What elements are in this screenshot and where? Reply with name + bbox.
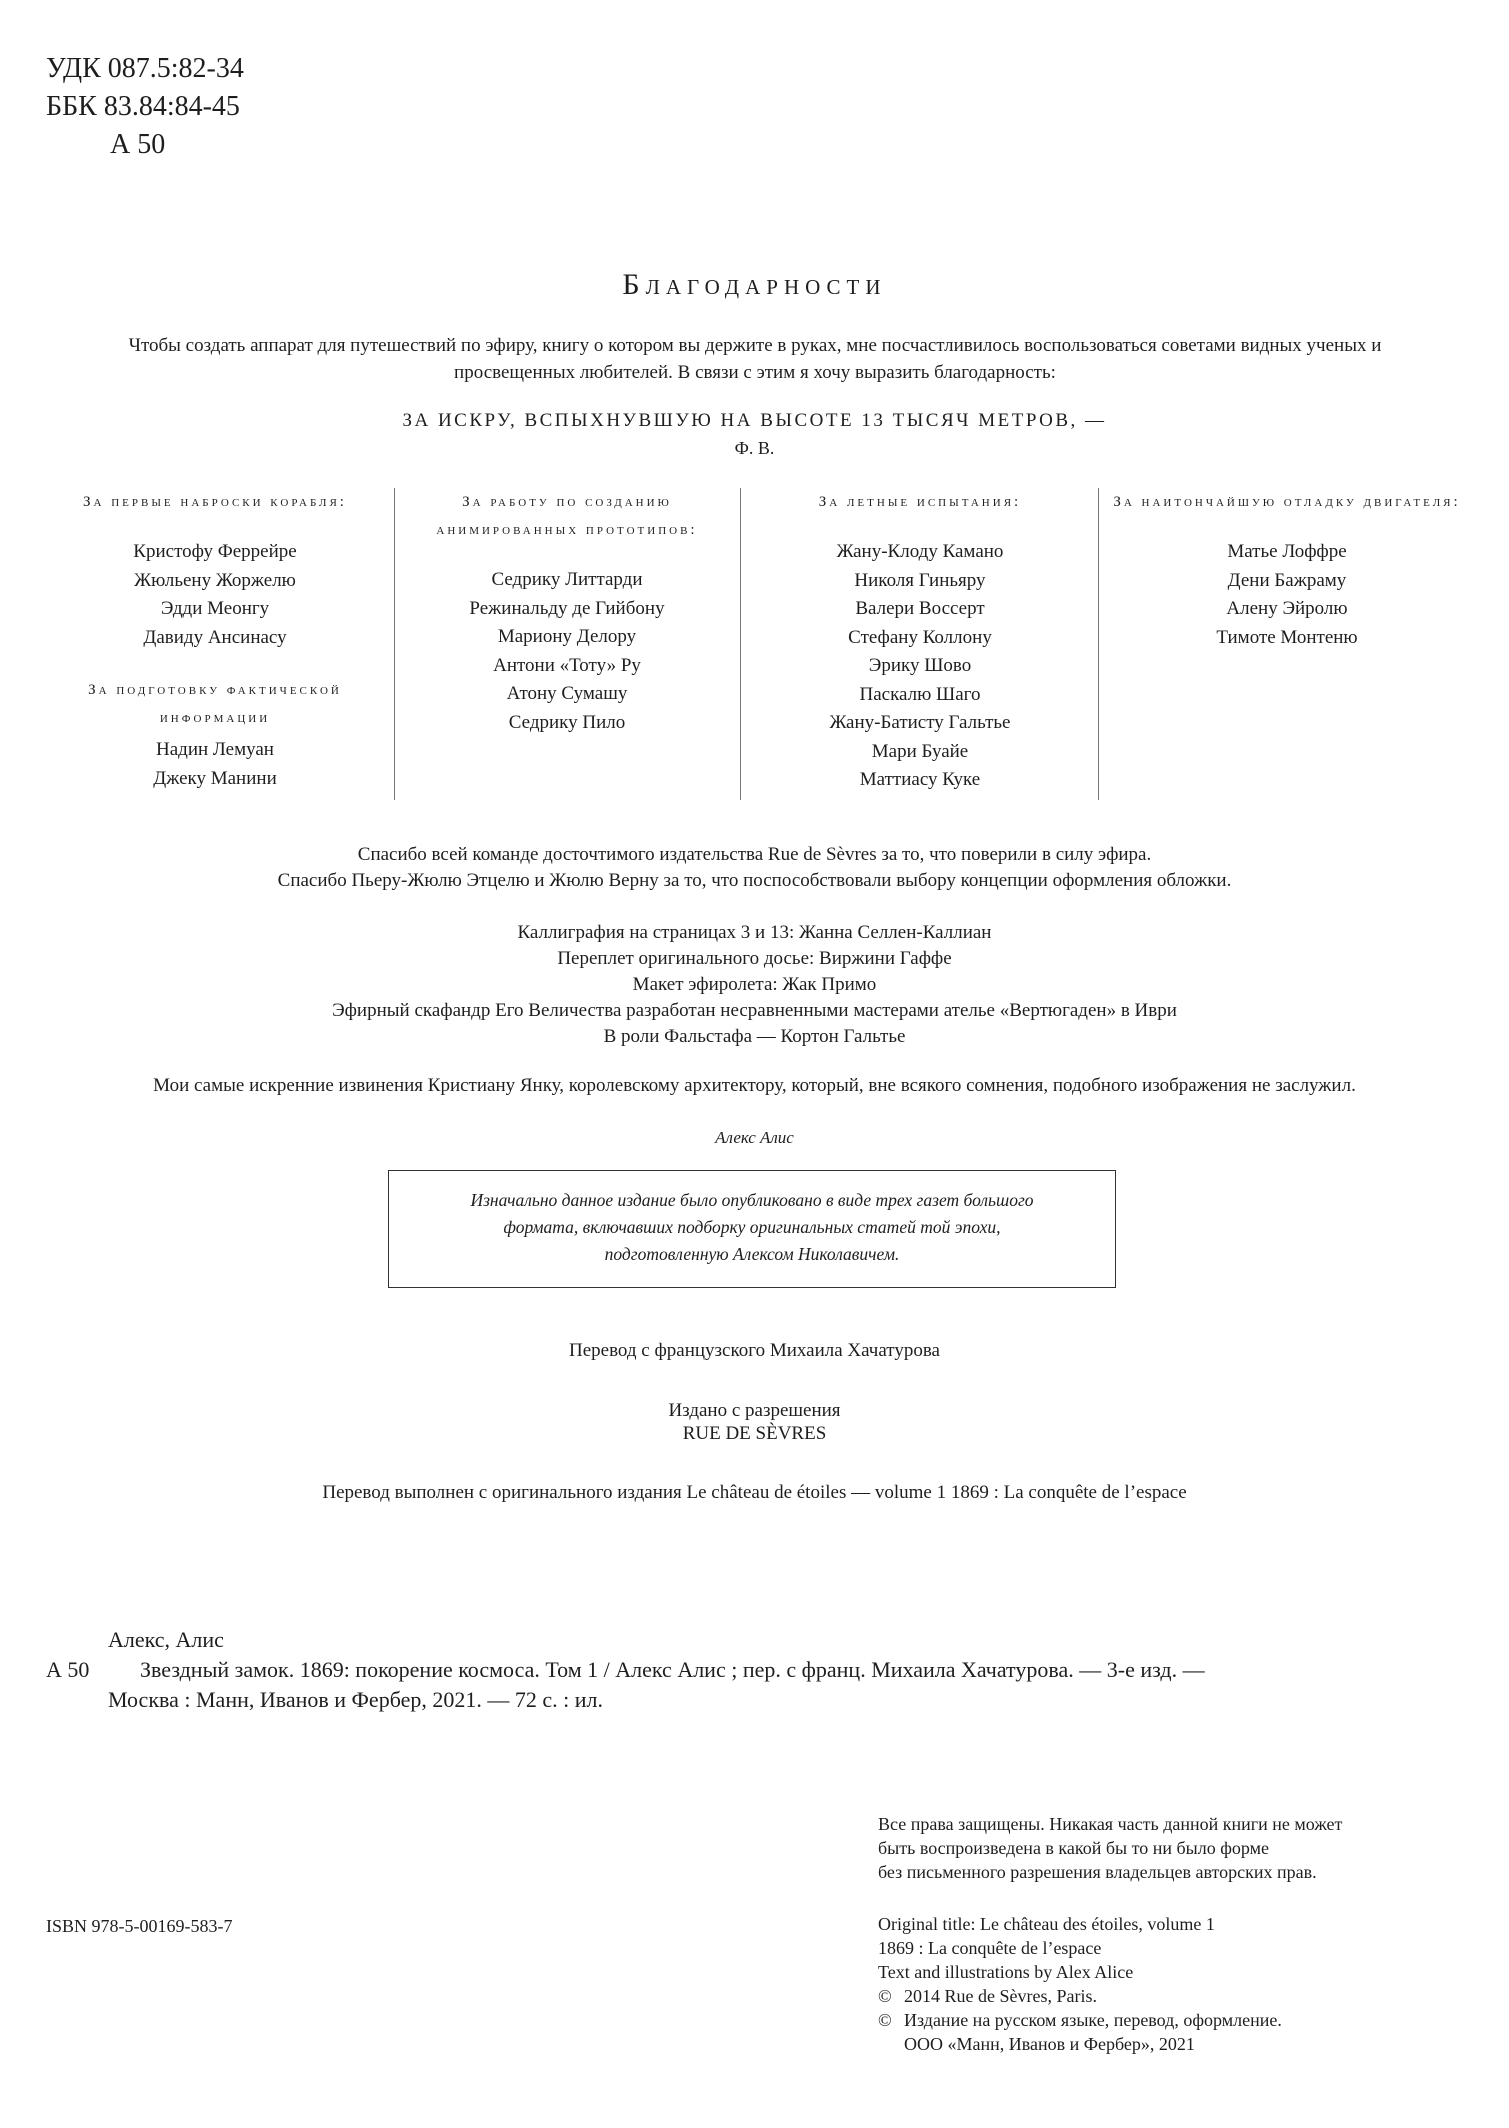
edition-note-box: [388, 1170, 1116, 1288]
original-info: [878, 1912, 1478, 2056]
column-divider: [740, 488, 741, 800]
credit-name: Мариону Делору: [497, 626, 637, 647]
credit-name: Николя Гиньяру: [854, 569, 986, 591]
permission-line: Издано с разрешения: [668, 1400, 841, 1421]
credit-name: Жану-Батисту Гальтье: [829, 712, 1011, 733]
dedication: ЗА ИСКРУ, ВСПЫХНУВШУЮ НА ВЫСОТЕ 13 ТЫСЯЧ МЕТРОВ, —: [402, 410, 1107, 431]
credit-name: Стефану Коллону: [848, 626, 992, 648]
thanks-line: Спасибо Пьеру-Жюлю Этцелю и Жюлю Верну за то, что поспособствовали выбору концепции оформления обложки.: [277, 870, 1232, 891]
credit-name: Атону Сумашу: [506, 683, 628, 704]
bbk-code: ББК 83.84:84-45: [46, 91, 240, 122]
credits-column-prototypes: [408, 488, 726, 737]
credits-column-ship-sketches: [50, 488, 380, 793]
column-heading: За первые наброски корабля:: [83, 494, 347, 510]
bib-author: Алекс, Алис: [108, 1627, 224, 1652]
isbn: ISBN 978-5-00169-583-7: [46, 1916, 233, 1936]
author-signature: Алекс Алис: [715, 1128, 794, 1147]
credit-name: Матье Лоффре: [1227, 541, 1347, 562]
note-line: Изначально данное издание было опубликовано в виде трех газет большого: [470, 1190, 1034, 1210]
acknowledgements-title: Благодарности: [622, 268, 887, 301]
credit-name: Мари Буайе: [871, 740, 969, 762]
credit-line: Эфирный скафандр Его Величества разработан несравненными мастерами ателье «Вертюгаден» в Иври: [332, 1000, 1177, 1021]
original-subtitle: 1869 : La conquête de l’espace: [878, 1938, 1102, 1958]
bib-code: А 50: [46, 1657, 90, 1682]
column-heading: За наитончайшую отладку двигателя:: [1113, 494, 1461, 510]
bib-publication: Москва : Манн, Иванов и Фербер, 2021. — 72 с. : ил.: [108, 1687, 603, 1712]
credit-line: Каллиграфия на страницах 3 и 13: Жанна Селлен-Каллиан: [517, 922, 992, 943]
credit-name: Антони «Тоту» Ру: [493, 654, 641, 676]
column-divider: [1098, 488, 1099, 800]
column-heading: За летные испытания:: [818, 494, 1022, 510]
credits-column-engine: [1112, 488, 1462, 652]
credit-name: Жану-Клоду Камано: [836, 541, 1004, 562]
credit-name: Давиду Ансинасу: [143, 626, 287, 648]
column-heading: За работу по созданию анимированных прототипов:: [436, 494, 698, 538]
library-codes: [46, 50, 244, 164]
udk-code: УДК 087.5:82-34: [46, 53, 244, 84]
credit-name: Эдди Меонгу: [160, 598, 270, 619]
rights-notice: [878, 1812, 1478, 1884]
credit-name: Валери Воссерт: [855, 598, 985, 619]
credit-name: Кристофу Феррейре: [133, 541, 297, 562]
credit-line: В роли Фальстафа — Кортон Гальтье: [603, 1026, 906, 1047]
translation-credit: Перевод с французского Михаила Хачатурова: [568, 1340, 940, 1361]
bib-description: Звездный замок. 1869: покорение космоса. Том 1 / Алекс Алис ; пер. с франц. Михаила Хачатурова. — 3-е изд. —: [140, 1657, 1205, 1682]
credit-name: Алену Эйролю: [1226, 598, 1348, 619]
dedication-initials: Ф. В.: [734, 438, 775, 458]
author-mark: А 50: [110, 129, 166, 160]
apology: Мои самые искренние извинения Кристиану Янку, королевскому архитектору, который, вне всякого сомнения, подобного изображения не заслужил.: [153, 1075, 1356, 1096]
copyright-text: ООО «Манн, Иванов и Фербер», 2021: [904, 2034, 1195, 2054]
copyright-icon: ©: [878, 1986, 892, 2006]
credit-name: Седрику Пило: [508, 711, 626, 733]
credit-name: Дени Бажраму: [1227, 569, 1347, 591]
thanks-line: Спасибо всей команде досточтимого издательства Rue de Sèvres за то, что поверили в силу эфира.: [357, 844, 1152, 865]
column-divider: [394, 488, 395, 800]
column-heading: За подготовку фактической информации: [88, 682, 342, 726]
note-line: подготовленную Алексом Николавичем.: [604, 1244, 900, 1264]
permission-org: RUE DE SÈVRES: [682, 1423, 827, 1444]
copyright-line: [878, 1984, 1478, 2008]
credit-name: Тимоте Монтеню: [1216, 626, 1358, 648]
credit-name: Маттиасу Куке: [859, 769, 981, 790]
copyright-text: Издание на русском языке, перевод, оформление.: [904, 2010, 1282, 2030]
note-line: формата, включавших подборку оригинальных статей той эпохи,: [503, 1217, 1001, 1237]
original-edition: Перевод выполнен с оригинального издания Le château de étoiles — volume 1 1869 : La conquête de l’espace: [322, 1482, 1187, 1503]
copyright-line: [878, 2008, 1478, 2056]
credit-name: Джеку Манини: [153, 767, 277, 789]
credit-name: Надин Лемуан: [156, 739, 274, 760]
credit-name: Жюльену Жоржелю: [134, 569, 296, 591]
credit-line: Переплет оригинального досье: Виржини Гаффе: [557, 948, 952, 969]
credit-name: Эрику Шово: [868, 655, 972, 676]
copyright-text: 2014 Rue de Sèvres, Paris.: [904, 1986, 1097, 2006]
thanks-block: [0, 842, 1509, 894]
production-credits: [0, 920, 1509, 1050]
credit-name: Паскалю Шаго: [859, 683, 981, 705]
rights-line: быть воспроизведена в какой бы то ни было форме: [878, 1838, 1270, 1858]
credit-name: Седрику Литтарди: [491, 569, 643, 590]
acknowledgements-intro: Чтобы создать аппарат для путешествий по эфиру, книгу о котором вы держите в руках, мне посчастливилось воспользоваться советами видных ученых и просвещенных любителей. В связи с этим я хочу выразить благодарность:: [128, 335, 1382, 383]
credit-line: Макет эфиролета: Жак Примо: [632, 974, 877, 995]
original-illustrations: Text and illustrations by Alex Alice: [878, 1962, 1134, 1982]
copyright-icon: ©: [878, 2010, 892, 2030]
rights-line: без письменного разрешения владельцев авторских прав.: [878, 1862, 1317, 1882]
credit-name: Режинальду де Гийбону: [469, 597, 665, 619]
original-title: Original title: Le château des étoiles, volume 1: [878, 1914, 1215, 1934]
credits-column-flight-tests: [754, 488, 1086, 795]
rights-line: Все права защищены. Никакая часть данной книги не может: [878, 1814, 1343, 1834]
